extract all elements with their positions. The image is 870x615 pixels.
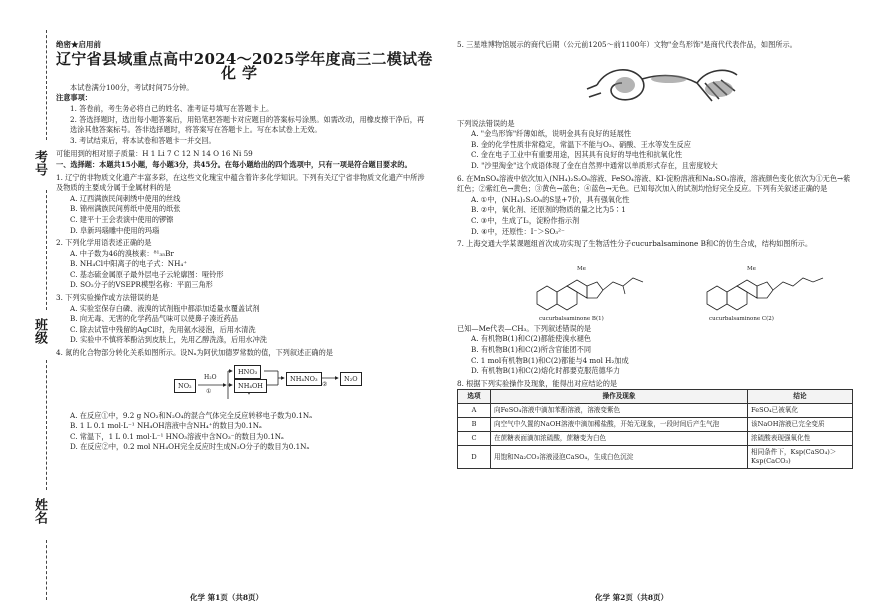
gutter-line [46, 190, 47, 310]
question-option: A. 有机物B(1)和C(2)都能使溴水褪色 [471, 334, 591, 344]
table-row [458, 446, 853, 469]
question-option: C. 金在电子工业中有重要用途，因其具有良好的导电性和抗氧化性 [471, 150, 683, 160]
question-option: D. 在反应②中，0.2 mol NH₄OH完全反应时生成N₂O分子的数目为0.1Nₐ [70, 442, 310, 452]
methyl-label: Me [747, 265, 756, 272]
question-option: A. ①中，(NH₄)₂S₂O₈的S显+7价，具有强氧化性 [471, 194, 630, 204]
question-option: D. 阜新玛瑙雕中使用的玛瑙 [70, 225, 160, 235]
molecule-structures [457, 252, 855, 322]
question-option: B. NH₄Cl中阳离子的电子式：NH₄⁺ [70, 259, 188, 269]
binding-gutter [0, 0, 52, 615]
question-option: C. 建平十王会表演中使用的锣镲 [70, 214, 174, 224]
question-option: C. ③中，生成了I₂，淀粉作指示剂 [471, 215, 580, 225]
flow-node-nh4oh: NH₄OH [234, 379, 267, 394]
question-option: B. 有机物B(1)和C(2)所含官能团不同 [471, 344, 592, 354]
page-footer: 化学 第1页（共8页） [190, 593, 264, 602]
exam-title: 辽宁省县域重点高中2024～2025学年度高三二模试卷 [56, 49, 433, 68]
flow-label-step1: ① [206, 387, 212, 395]
molecule-drawing [457, 252, 855, 314]
right-page [435, 0, 870, 615]
question-stem: 5. 三星堆博物馆展示的商代后期（公元前1205～前1100年）文物"金鸟形饰"是商代代表作品，如图所示。 [457, 40, 797, 49]
table-cell: 向FeSO₄溶液中滴加苯酚溶液，溶液变紫色 [491, 404, 748, 418]
question-option: D. 有机物B(1)和C(2)熔化时都要克服范德华力 [471, 366, 621, 376]
table-row [458, 418, 853, 432]
question-option: B. 锦州满族民间剪纸中使用的纸张 [70, 204, 181, 214]
question-stem: 3. 下列实验操作或方法错误的是 [56, 293, 159, 303]
note-item: 1. 答卷前，考生务必将自己的姓名、准考证号填写在答题卡上。 [70, 103, 274, 113]
flow-label-step2: ② [322, 380, 328, 388]
note-item: 2. 答选择题时，选出每小题答案后，用铅笔把答题卡对应题目的答案标号涂黑。如需改动，用橡皮擦干净后，再选涂其他答案标号。答非选择题时，将答案写在答题卡上。写在本试卷上无效。 [70, 114, 425, 135]
question-option: A. "金鸟形饰"纤薄如纸，说明金具有良好的延展性 [471, 129, 632, 139]
atomic-masses: 可能用到的相对原子质量：H 1 Li 7 C 12 N 14 O 16 Ni 59 [56, 149, 253, 159]
molecule-b-caption: cucurbalsaminone B(1) [539, 315, 604, 322]
gutter-line [46, 360, 47, 490]
table-row [458, 404, 853, 418]
table-cell: 在蔗糖表面滴加浓硫酸，蔗糖变为白色 [491, 432, 748, 446]
question-option: C. 基态硫金属原子最外层电子云轮廓图：哑铃形 [70, 269, 224, 279]
nitrogen-flow-diagram [56, 361, 428, 409]
question-option: C. 1 mol有机物B(1)和C(2)都能与4 mol H₂加成 [471, 355, 629, 365]
question-stem: 6. 在MnSO₄溶液中依次加入(NH₄)₂S₂O₈溶液、FeSO₄溶液、KI-淀粉溶液和Na₂SO₃溶液，溶液颜色变化依次为①无色→紫红色；②紫红色→黄色；③黄色→蓝色；④蓝色→无色。已知每次加入的试剂均恰好完全反应。下列有关叙述正确的是 [457, 173, 851, 194]
table-cell: B [458, 418, 491, 432]
gutter-line [46, 30, 47, 140]
note-item: 3. 考试结束后，将本试卷和答题卡一并交回。 [70, 135, 216, 145]
question-stem: 4. 氮的化合物部分转化关系如图所示。设Nₐ为阿伏加德罗常数的值，下列叙述正确的是 [56, 348, 333, 358]
question-option: A. 辽西满族民间刺绣中使用的丝线 [70, 193, 181, 203]
left-content [56, 40, 433, 453]
question-option: A. 实验室保存白磷、液溴的试剂瓶中都添加适量水覆盖试剂 [70, 303, 260, 313]
exam-info: 本试卷满分100分，考试时间75分钟。 [70, 82, 194, 92]
flow-node-no2: NO₂ [174, 379, 196, 394]
table-cell: D [458, 446, 491, 469]
question-option: D. 实验中不慎将苯酚沾到皮肤上，先用乙醇洗涤，后用水冲洗 [70, 335, 267, 345]
question-option: D. "沙里淘金"这个成语体现了金在自然界中通常以单质形式存在，且密度较大 [471, 160, 718, 170]
gutter-label-exam-number: 考号 [32, 150, 47, 176]
question-option: D. SO₂分子的VSEPR模型名称：平面三角形 [70, 280, 213, 290]
question-option: A. 中子数为46的溴核素：⁸¹₃₅Br [70, 248, 174, 258]
question-stem: 7. 上海交通大学某课题组首次成功实现了生物活性分子cucurbalsaminone B和C的仿生合成，结构如图所示。 [457, 239, 813, 249]
question-option: D. ④中，还原性：I⁻＞SO₃²⁻ [471, 226, 565, 236]
question-option: B. ②中，氧化剂、还原剂的物质的量之比为5∶1 [471, 205, 626, 215]
experiment-table [457, 389, 853, 469]
notes-heading: 注意事项： [56, 93, 92, 103]
table-cell: 用饱和Na₂CO₃溶液浸泡CaSO₄，生成白色沉淀 [491, 446, 748, 469]
section-one-heading: 一、选择题：本题共15小题，每小题3分，共45分。在每小题给出的四个选项中，只有一项是符合题目要求的。 [56, 159, 412, 169]
question-stem: 8. 根据下列实验操作及现象，能得出对应结论的是 [457, 378, 618, 388]
table-cell: 相同条件下，Ksp(CaSO₄)＞Ksp(CaCO₃) [748, 446, 853, 469]
question-lead: 下列说法错误的是 [457, 118, 515, 128]
table-header-row [458, 390, 853, 404]
question-option: A. 在反应①中，9.2 g NO₂和N₂O₄的混合气体完全反应转移电子数为0.1Nₐ [70, 410, 312, 420]
artifact-drawing [457, 55, 855, 115]
table-header: 选项 [458, 390, 491, 404]
golden-bird-artifact-image [457, 55, 855, 115]
flow-node-n2o: N₂O [340, 372, 362, 387]
right-content [457, 40, 855, 469]
question-stem: 2. 下列化学用语表述正确的是 [56, 238, 152, 248]
flow-node-hno3: HNO₃ [234, 365, 261, 380]
question-option: B. 1 L 0.1 mol·L⁻¹ NH₄OH溶液中含NH₄⁺的数目为0.1Nₐ [70, 421, 262, 431]
flow-node-nh4no3: NH₄NO₃ [286, 372, 322, 387]
table-header: 操作及现象 [491, 390, 748, 404]
question-option: C. 常温下，1 L 0.1 mol·L⁻¹ HNO₃溶液中含NO₃⁻的数目为0.1Nₐ [70, 431, 284, 441]
question-stem: 1. 辽宁的非物质文化遗产丰富多彩，在这些文化瑰宝中蕴含着许多化学知识。下列有关辽宁省非物质文化遗产中所涉及物质的主要成分属于金属材料的是 [56, 172, 425, 193]
methyl-label: Me [577, 265, 586, 272]
table-cell: A [458, 404, 491, 418]
table-row [458, 432, 853, 446]
table-header: 结论 [748, 390, 853, 404]
table-cell: 浓硫酸表现强氧化性 [748, 432, 853, 446]
page-footer: 化学 第2页（共8页） [595, 593, 669, 602]
gutter-label-class: 班级 [32, 318, 47, 344]
table-cell: 该NaOH溶液已完全变质 [748, 418, 853, 432]
flow-label-water: H₂O [204, 373, 217, 381]
table-cell: 向空气中久置的NaOH溶液中滴加稀盐酸，开始无现象，一段时间后产生气泡 [491, 418, 748, 432]
table-cell: C [458, 432, 491, 446]
question-option: B. 金的化学性质非常稳定，常温下不能与O₂、硝酸、王水等发生反应 [471, 139, 691, 149]
question-option: C. 除去试管中残留的AgCl时，先用氨水浸泡，后用水清洗 [70, 324, 256, 334]
gutter-line [46, 540, 47, 600]
gutter-label-name: 姓名 [32, 498, 47, 524]
molecule-c-caption: cucurbalsaminone C(2) [709, 315, 774, 322]
question-option: B. 向无毒、无害的化学药品气味可以使鼻子凑近药品 [70, 314, 238, 324]
table-cell: FeSO₄已被氧化 [748, 404, 853, 418]
subject-title: 化学 [220, 64, 263, 83]
secret-label: 绝密★启用前 [56, 40, 101, 49]
question-lead: 已知—Me代表—CH₃。下列叙述错误的是 [457, 323, 592, 333]
